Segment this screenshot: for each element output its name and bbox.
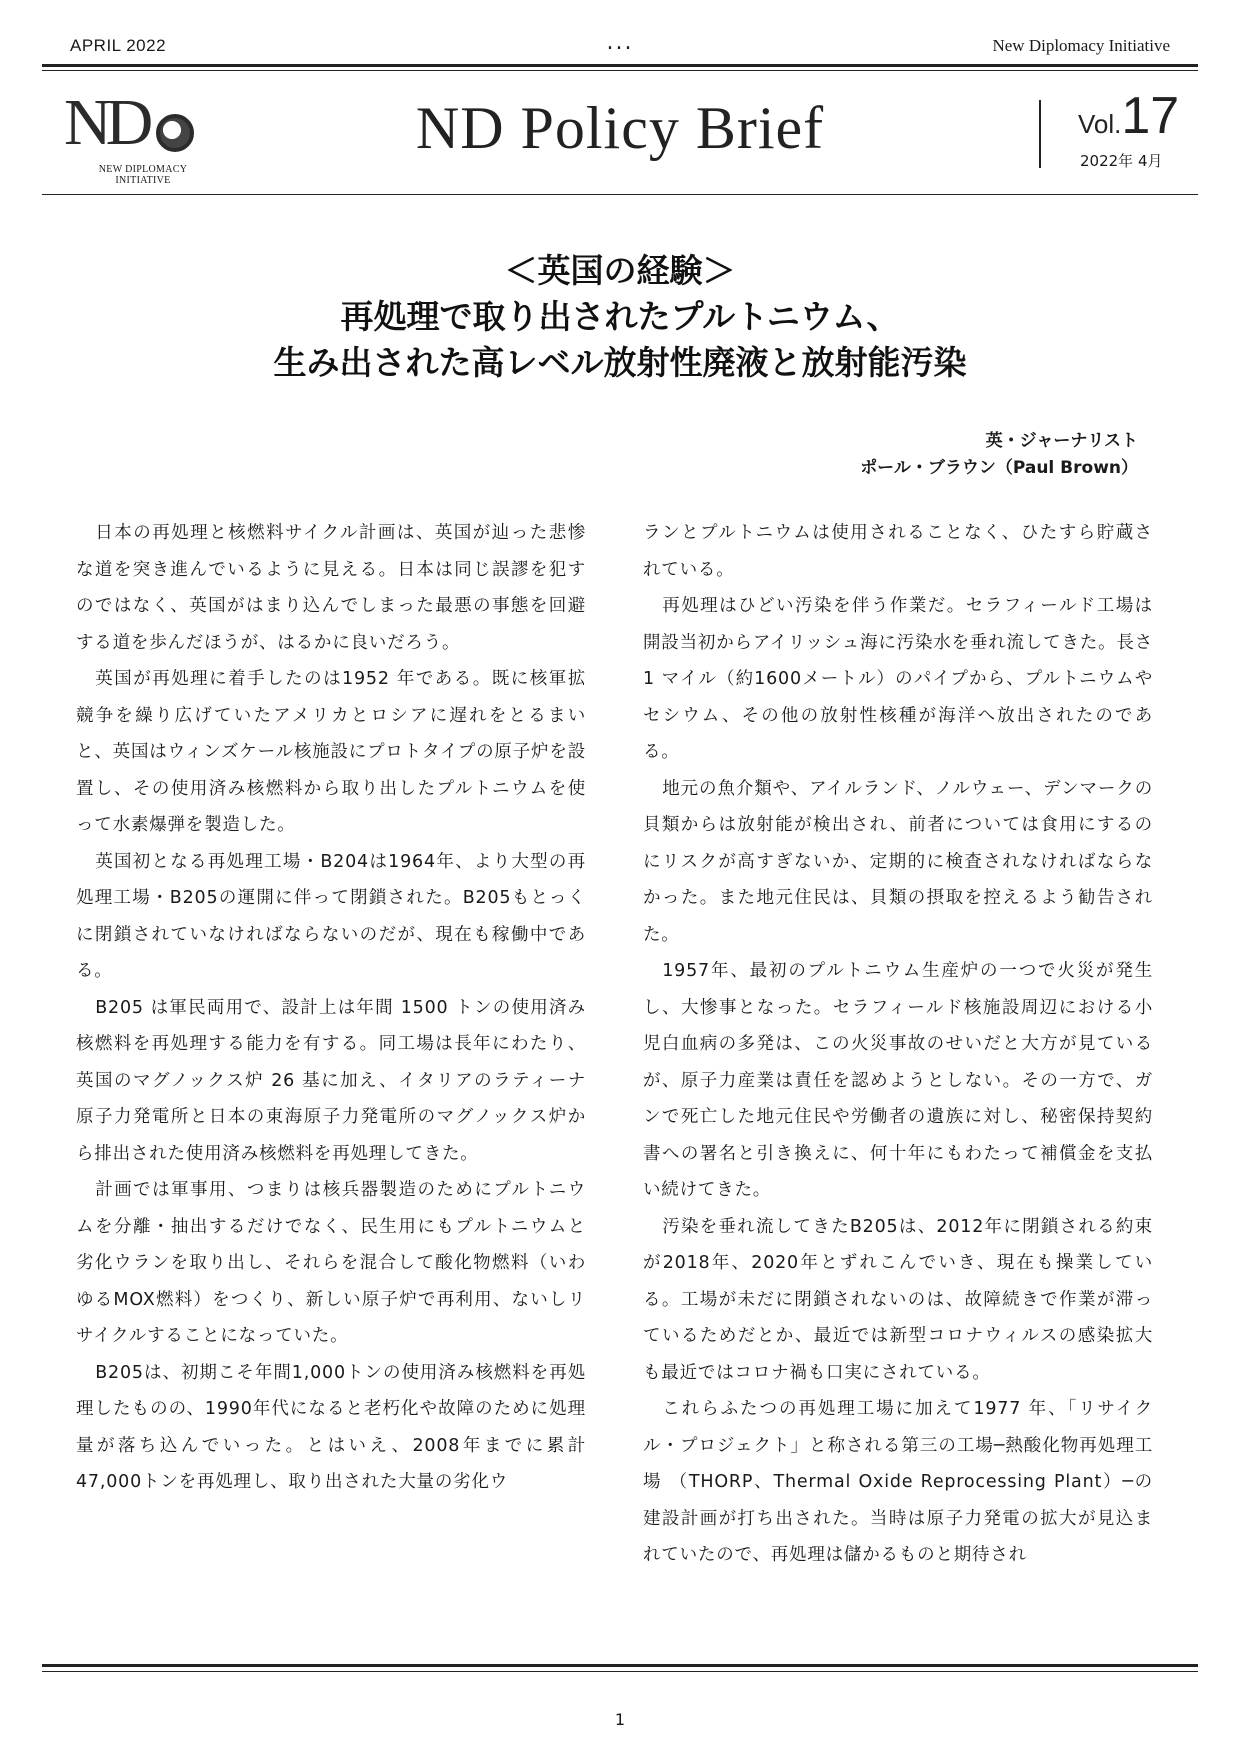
paragraph: 地元の魚介類や、アイルランド、ノルウェー、デンマークの貝類からは放射能が検出され、前者については食用にするのにリスクが高すぎないか、定期的に検査されなければならなかった。また地元住民は、貝類の摂取を控えるよう勧告された。 bbox=[643, 778, 1153, 945]
publication-title: ND Policy Brief bbox=[415, 95, 825, 161]
paragraph-continued: ランとプルトニウムは使用されることなく、ひたすら貯蔵されている。 bbox=[643, 523, 1153, 580]
paragraph: 英国初となる再処理工場・B204は1964年、より大型の再処理工場・B205の運開に伴って閉鎖された。B205もとっくに閉鎖されていなければならないのだが、現在も稼働中である。 bbox=[76, 851, 586, 981]
issue-month-label: APRIL 2022 bbox=[70, 36, 167, 55]
author-name: ポール・ブラウン（Paul Brown） bbox=[860, 458, 1138, 478]
vol-divider bbox=[1039, 100, 1041, 168]
org-name: New Diplomacy Initiative bbox=[992, 36, 1170, 55]
paragraph: B205は、初期こそ年間1,000トンの使用済み核燃料を再処理したものの、1990年代になると老朽化や故障のために処理量が落ち込んでいった。とはいえ、2008年までに累計47,000トンを再処理し、取り出された大量の劣化ウ bbox=[76, 1362, 586, 1492]
headline-line1: ＜英国の経験＞ bbox=[504, 251, 736, 290]
footer-rule-thin bbox=[42, 1671, 1198, 1672]
issue-date: 2022年 4月 bbox=[1080, 152, 1163, 170]
paragraph: 汚染を垂れ流してきたB205は、2012年に閉鎖される約束が2018年、2020年とずれこんでいき、現在も操業している。工場が未だに閉鎖されないのは、故障続きで作業が滞っているためだとか、最近では新型コロナウィルスの感染拡大も最近ではコロナ禍も口実にされている。 bbox=[643, 1216, 1153, 1383]
paragraph: 計画では軍事用、つまりは核兵器製造のためにプルトニウムを分離・抽出するだけでなく、民生用にもプルトニウムと劣化ウランを取り出し、それらを混合して酸化物燃料（いわゆるMOX燃料）をつくり、新しい原子炉で再利用、ないしリサイクルすることになっていた。 bbox=[76, 1180, 586, 1346]
article-headline bbox=[0, 248, 1240, 386]
top-rule-thin bbox=[42, 70, 1198, 71]
body-column-left bbox=[76, 515, 586, 1501]
volume-block bbox=[1078, 87, 1180, 145]
paragraph: 英国が再処理に着手したのは1952 年である。既に核軍拡競争を繰り広げていたアメリカとロシアに遅れをとるまいと、英国はウィンズケール核施設にプロトタイプの原子炉を設置し、その使用済み核燃料から取り出したプルトニウムを使って水素爆弾を製造した。 bbox=[76, 669, 586, 835]
author-block bbox=[860, 428, 1138, 482]
top-meta-bar bbox=[70, 30, 1170, 60]
logo-caption bbox=[68, 164, 218, 186]
headline-line2: 再処理で取り出されたプルトニウム、 bbox=[340, 297, 900, 336]
logo-caption-line1: NEW DIPLOMACY bbox=[98, 164, 188, 175]
footer-rule-thick bbox=[42, 1664, 1198, 1667]
center-dots: ... bbox=[606, 30, 634, 55]
vol-label: Vol. bbox=[1078, 109, 1122, 139]
headline-line3: 生み出された高レベル放射性廃液と放射能汚染 bbox=[273, 343, 967, 382]
body-column-right bbox=[643, 515, 1153, 1574]
paragraph: これらふたつの再処理工場に加えて1977 年、「リサイクル・プロジェクト」と称される第三の工場─熱酸化物再処理工場 （THORP、Thermal Oxide Reprocessing Plant）─の建設計画が打ち出された。当時は原子力発電の拡大が見込まれていたので、再処理は儲かるものと期待され bbox=[643, 1399, 1153, 1565]
logo-letters: ND bbox=[64, 86, 148, 159]
logo-caption-line2: INITIATIVE bbox=[115, 175, 171, 186]
masthead-bottom-rule bbox=[42, 194, 1198, 195]
masthead bbox=[42, 76, 1198, 194]
paragraph: 日本の再処理と核燃料サイクル計画は、英国が辿った悲惨な道を突き進んでいるように見える。日本は同じ誤謬を犯すのではなく、英国がはまり込んでしまった最悪の事態を回避する道を歩んだほうが、はるかに良いだろう。 bbox=[76, 523, 586, 653]
top-rule-thick bbox=[42, 64, 1198, 67]
page-number: 1 bbox=[614, 1710, 626, 1729]
paragraph: B205 は軍民両用で、設計上は年間 1500 トンの使用済み核燃料を再処理する能力を有する。同工場は長年にわたり、英国のマグノックス炉 26 基に加え、イタリアのラティーナ原子力発電所と日本の東海原子力発電所のマグノックス炉から排出された使用済み核燃料を再処理してきた。 bbox=[76, 997, 586, 1164]
author-role: 英・ジャーナリスト bbox=[985, 431, 1138, 451]
vol-number: 17 bbox=[1121, 87, 1180, 145]
paragraph: 1957年、最初のプルトニウム生産炉の一つで火災が発生し、大惨事となった。セラフィールド核施設周辺における小児白血病の多発は、この火災事故のせいだと大方が見ているが、原子力産業は責任を認めようとしない。その一方で、ガンで死亡した地元住民や労働者の遺族に対し、秘密保持契約書への署名と引き換えに、何十年にもわたって補償金を支払い続けてきた。 bbox=[643, 961, 1153, 1200]
paragraph: 再処理はひどい汚染を伴う作業だ。セラフィールド工場は開設当初からアイリッシュ海に汚染水を垂れ流してきた。長さ1 マイル（約1600メートル）のパイプから、プルトニウムやセシウム、その他の放射性核種が海洋へ放出されたのである。 bbox=[643, 596, 1153, 762]
